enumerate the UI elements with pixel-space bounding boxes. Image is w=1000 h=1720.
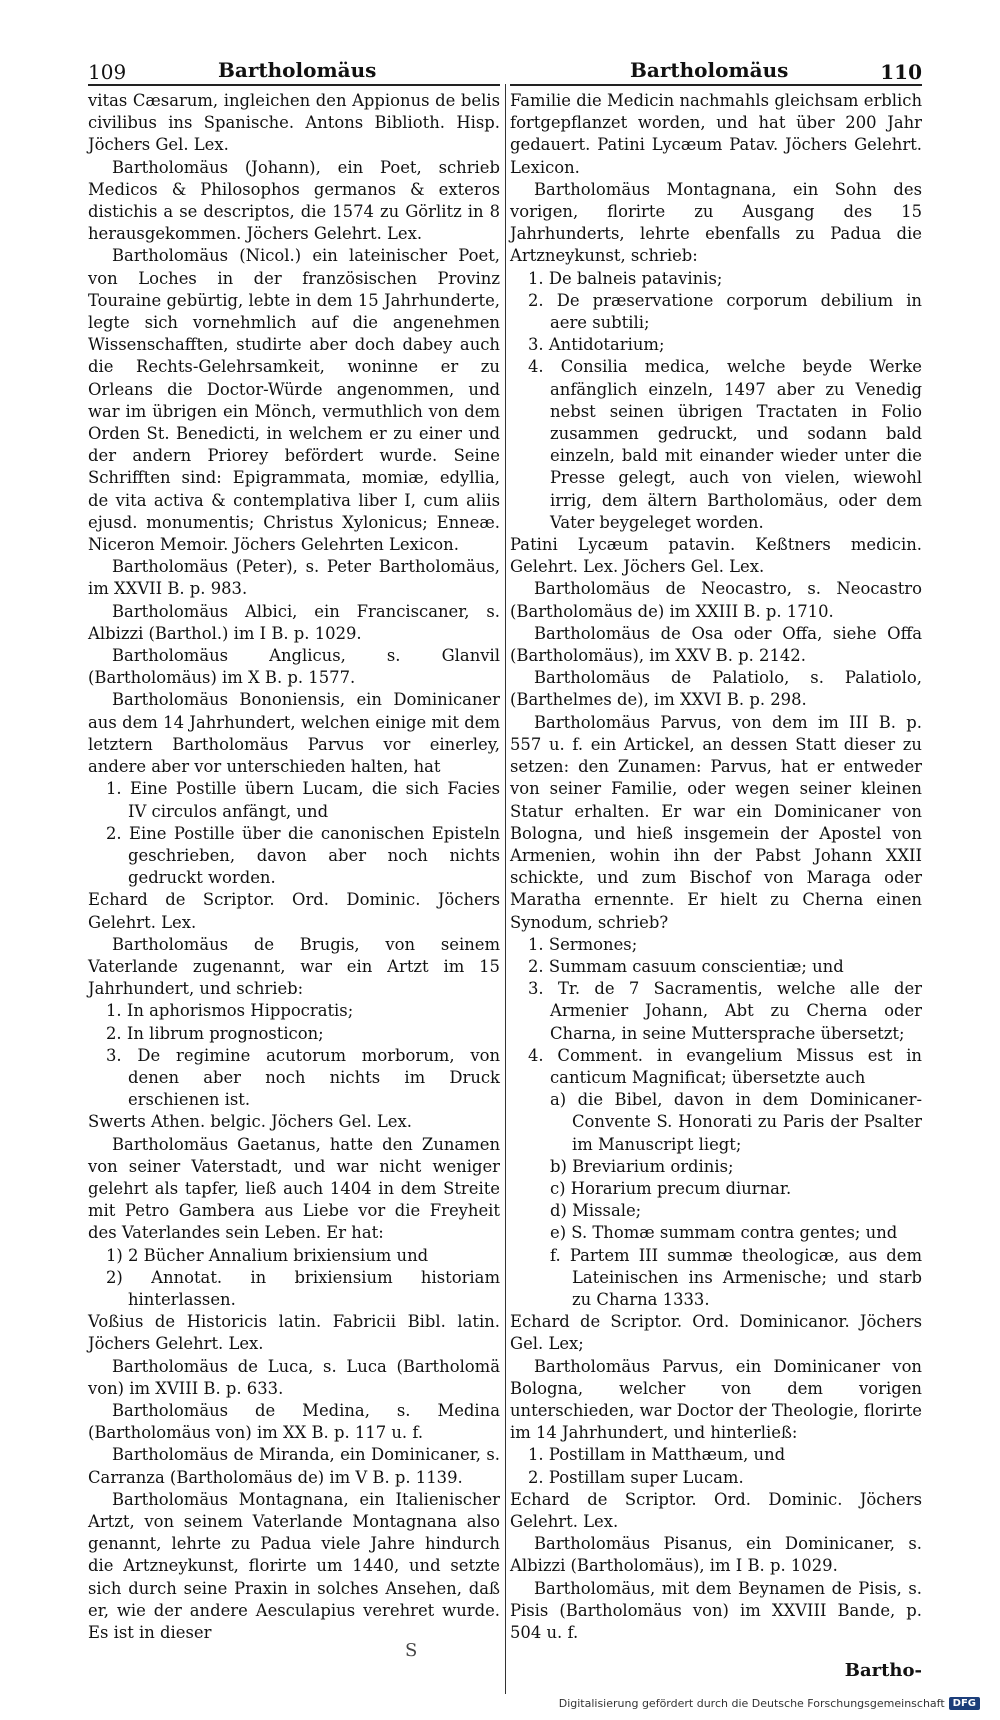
left-column-paragraph: Bartholomäus (Nicol.) ein lateinischer Poet, von Loches in der französischen Provinz Touraine gebürtig, lebte in dem 15 Jahrhunderte, legte sich vornehmlich auf die angenehmen Wissenschafften, studirte aber doch dabey auch die Rechts-Gelehrsamkeit, woninne er zu Orleans die Doctor-Würde angenommen, und war im übrigen ein Mönch, vermuthlich von dem Orden St. Benedicti, in welchem er zu einer und der andern Priorey befördert wurde. Seine Schrifften sind: Epigrammata, momiæ, edyllia, de vita activa & contemplativa liber I, cum aliis ejusd. monumentis; Christus Xylonicus; Enneæ. Niceron Memoir. Jöchers Gelehrten Lexicon. [88,246,500,555]
right-column-paragraph: Bartholomäus Parvus, von dem im III B. p. 557 u. f. ein Artickel, an dessen Statt dieser zu setzen: den Zunamen: Parvus, hat er entweder von seiner Familie, oder wegen seiner kleinen Statur erhalten. Er war ein Dominicaner von Bologna, und hieß insgemein der Apostel von Armenien, wohin ihn der Pabst Johann XXII schickte, und zum Bischof von Maraga oder Maratha ernennte. Er hielt zu Cherna einen Synodum, schrieb? [510,712,922,932]
left-column-paragraph: 2) Annotat. in brixiensium historiam hinterlassen. [106,1267,500,1309]
right-column-paragraph: Familie die Medicin nachmahls gleichsam erblich fortgepflanzet worden, und hat über 200 Jahr gedauert. Patini Lycæum Patav. Jöchers Gelehrt. Lexicon. [510,91,922,177]
right-column-paragraph: 2. Postillam super Lucam. [528,1467,744,1487]
right-column-paragraph: d) Missale; [550,1201,642,1221]
left-column-paragraph: Bartholomäus Albici, ein Franciscaner, s. Albizzi (Barthol.) im I B. p. 1029. [88,601,500,643]
left-column-paragraph: 1) 2 Bücher Annalium brixiensium und [106,1245,429,1265]
right-column-paragraph: Echard de Scriptor. Ord. Dominicanor. Jöchers Gel. Lex; [510,1312,922,1354]
right-column-paragraph: Patini Lycæum patavin. Keßtners medicin. Gelehrt. Lex. Jöchers Gel. Lex. [510,535,922,577]
right-column-paragraph: Bartholomäus Pisanus, ein Dominicaner, s. Albizzi (Bartholomäus), im I B. p. 1029. [510,1534,922,1576]
footer-text: Digitalisierung gefördert durch die Deutsche Forschungsgemeinschaft [558,1697,945,1710]
left-column-paragraph: Bartholomäus de Luca, s. Luca (Bartholomä von) im XVIII B. p. 633. [88,1356,500,1398]
left-column-paragraph: vitas Cæsarum, ingleichen den Appionus de belis civilibus ins Spanische. Antons Biblioth. Hisp. Jöchers Gel. Lex. [88,91,500,155]
catchword: Bartho- [844,1660,922,1681]
left-column-paragraph: 2. In librum prognosticon; [106,1023,324,1043]
left-column-paragraph: Bartholomäus Gaetanus, hatte den Zunamen von seiner Vaterstadt, und war nicht weniger gelehrt als tapfer, ließ auch 1404 in dem Streite mit Petro Gambera aus Liebe vor die Freyheit des Vaterlandes sein Leben. Er hat: [88,1134,500,1243]
right-column-paragraph: e) S. Thomæ summam contra gentes; und [550,1223,898,1243]
digitization-footer [559,1697,980,1710]
left-running-title: Bartholomäus [218,58,377,82]
right-column-paragraph: f. Partem III summæ theologicæ, aus dem Lateinischen ins Armenische; und starb zu Charna 1333. [550,1245,922,1309]
left-column-paragraph: Bartholomäus Anglicus, s. Glanvil (Bartholomäus) im X B. p. 1577. [88,646,500,688]
left-column-paragraph: Bartholomäus (Peter), s. Peter Bartholomäus, im XXVII B. p. 983. [88,557,500,599]
right-column-paragraph: 1. Postillam in Matthæum, und [528,1445,786,1465]
left-column-paragraph: Voßius de Historicis latin. Fabricii Bibl. latin. Jöchers Gelehrt. Lex. [88,1312,500,1354]
header-rule-left [88,84,500,86]
right-column-paragraph: 4. Comment. in evangelium Missus est in canticum Magnificat; übersetzte auch [528,1045,922,1087]
printer-signature-mark: S [405,1640,418,1661]
right-column-paragraph: Bartholomäus de Palatiolo, s. Palatiolo, (Barthelmes de), im XXVI B. p. 298. [510,668,922,710]
left-column-paragraph: Swerts Athen. belgic. Jöchers Gel. Lex. [88,1112,412,1132]
left-column-paragraph: Bartholomäus de Medina, s. Medina (Bartholomäus von) im XX B. p. 117 u. f. [88,1400,500,1443]
right-page-number: 110 [880,60,922,84]
right-column-paragraph: Bartholomäus Montagnana, ein Sohn des vorigen, florirte zu Ausgang des 15 Jahrhunderts, lehrte ebenfalls zu Padua die Artzneykunst, schrieb: [510,179,922,266]
header-rule-right [510,84,922,86]
left-column-paragraph: Bartholomäus de Miranda, ein Dominicaner, s. Carranza (Bartholomäus de) im V B. p. 1139. [88,1445,500,1487]
right-column-paragraph: Bartholomäus, mit dem Beynamen de Pisis, s. Pisis (Bartholomäus von) im XXVIII Bande, p. 504 u. f. [510,1578,922,1643]
left-column-paragraph: 2. Eine Postille über die canonischen Episteln geschrieben, davon aber noch nichts gedruckt worden. [106,823,500,888]
right-column-paragraph: a) die Bibel, davon in dem Dominicaner-Convente S. Honorati zu Paris der Psalter im Manuscript liegt; [550,1090,922,1154]
right-column-paragraph: Echard de Scriptor. Ord. Dominic. Jöchers Gelehrt. Lex. [510,1489,922,1531]
right-column [510,90,922,1644]
right-column-paragraph: b) Breviarium ordinis; [550,1156,734,1176]
right-column-paragraph: 3. Antidotarium; [528,335,665,355]
dfg-logo-icon: DFG [949,1697,980,1710]
left-column-paragraph: 1. Eine Postille übern Lucam, die sich Facies IV circulos anfängt, und [106,779,500,821]
left-page-number: 109 [88,60,127,84]
left-column [88,90,500,1644]
right-column-paragraph: 2. Summam casuum conscientiæ; und [528,956,844,976]
right-column-paragraph: Bartholomäus Parvus, ein Dominicaner von Bologna, welcher von dem vorigen unterschieden, war Doctor der Theologie, florirte im 14 Jahrhundert, und hinterließ: [510,1356,922,1443]
left-column-paragraph: Bartholomäus de Brugis, von seinem Vaterlande zugenannt, war ein Artzt im 15 Jahrhundert, und schrieb: [88,934,500,999]
left-column-paragraph: Bartholomäus (Johann), ein Poet, schrieb Medicos & Philosophos germanos & exteros distichis a se descriptos, die 1574 zu Görlitz in 8 herausgekommen. Jöchers Gelehrt. Lex. [88,157,500,244]
right-column-paragraph: c) Horarium precum diurnar. [550,1178,792,1198]
right-column-paragraph: 1. De balneis patavinis; [528,268,723,288]
right-column-paragraph: 4. Consilia medica, welche beyde Werke anfänglich einzeln, 1497 aber zu Venedig nebst seinen übrigen Tractaten in Folio zusammen gedruckt, und sodann bald einzeln, bald mit einander wieder unter die Presse gelegt, auch von vielen, wiewohl irrig, dem ältern Bartholomäus, oder dem Vater beygeleget worden. [528,357,922,532]
right-column-paragraph: 2. De præservatione corporum debilium in aere subtili; [528,290,922,333]
right-running-title: Bartholomäus [630,58,789,82]
column-divider [505,84,506,1694]
left-column-paragraph: 3. De regimine acutorum morborum, von denen aber noch nichts im Druck erschienen ist. [106,1045,500,1110]
right-column-paragraph: 3. Tr. de 7 Sacramentis, welche alle der Armenier Johann, Abt zu Cherna oder Charna, in seine Muttersprache übersetzt; [528,979,922,1043]
left-column-paragraph: Bartholomäus Bononiensis, ein Dominicaner aus dem 14 Jahrhundert, welchen einige mit dem letztern Bartholomäus Parvus vor einerley, andere aber vor unterschieden halten, hat [88,690,500,777]
right-column-paragraph: Bartholomäus de Neocastro, s. Neocastro (Bartholomäus de) im XXIII B. p. 1710. [510,579,922,621]
left-column-paragraph: Echard de Scriptor. Ord. Dominic. Jöchers Gelehrt. Lex. [88,890,500,932]
left-column-paragraph: Bartholomäus Montagnana, ein Italienischer Artzt, von seinem Vaterlande Montagnana also genannt, lehrte zu Padua viele Jahre hindurch die Artzneykunst, florirte um 1440, und setzte sich durch seine Praxin in solches Ansehen, daß er, wie der andere Aesculapius verehret wurde. Es ist in dieser [88,1489,500,1643]
left-column-paragraph: 1. In aphorismos Hippocratis; [106,1001,354,1021]
right-column-paragraph: 1. Sermones; [528,934,638,954]
right-column-paragraph: Bartholomäus de Osa oder Offa, siehe Offa (Bartholomäus), im XXV B. p. 2142. [510,623,922,666]
